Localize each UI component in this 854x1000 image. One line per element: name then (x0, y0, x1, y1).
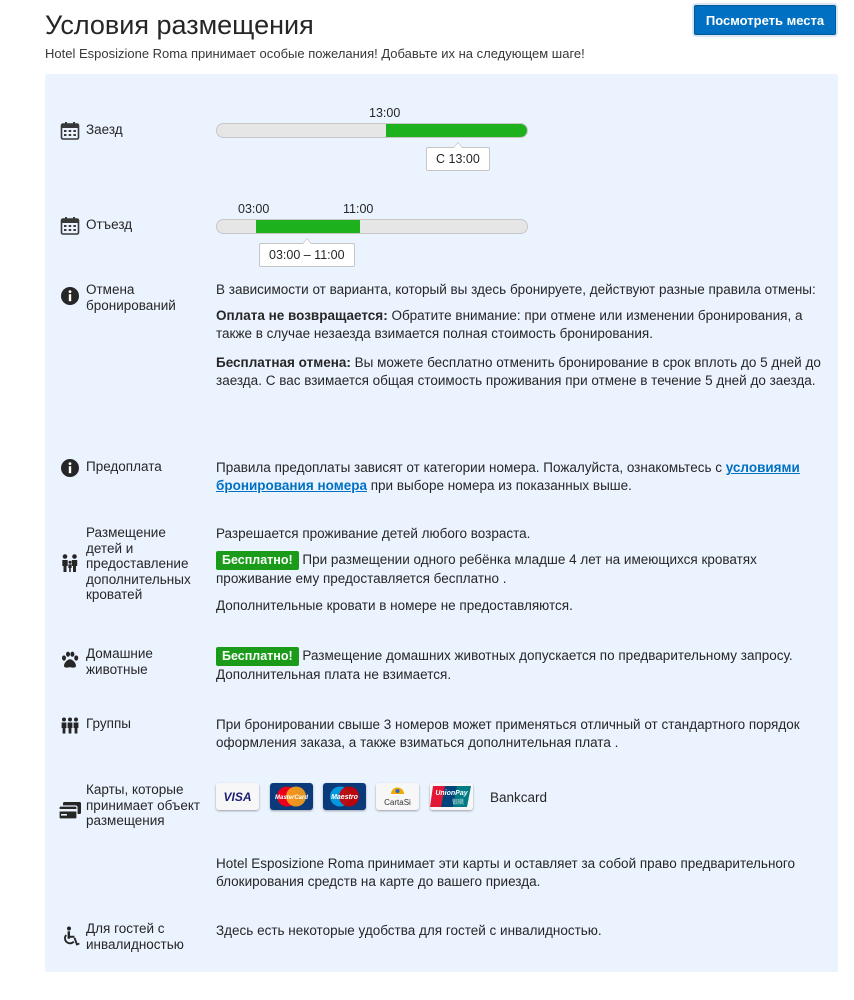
prepayment-label: Предоплата (86, 459, 162, 474)
nonrefundable-title: Оплата не возвращается: (216, 308, 388, 323)
cartasi-card-logo (376, 783, 419, 810)
cancellation-content (216, 281, 836, 390)
nonrefundable-policy (216, 307, 836, 343)
calendar-icon (60, 216, 80, 236)
checkout-label: Отъезд (86, 217, 133, 232)
checkout-tooltip: 03:00 – 11:00 (259, 243, 355, 267)
info-icon (60, 286, 80, 306)
cancellation-intro: В зависимости от варианта, который вы здесь бронируете, действуют разные правила отмены: (216, 282, 816, 297)
disability-text: Здесь есть некоторые удобства для гостей с инвалидностью. (216, 923, 602, 938)
wheelchair-icon (61, 926, 81, 946)
cancellation-label: Отмена бронирований (86, 282, 176, 313)
cards-note: Hotel Esposizione Roma принимает эти карты и оставляет за собой право предварительного блокирования средств на карте до вашего приезда. (216, 856, 796, 889)
groups-label: Группы (86, 716, 131, 731)
info-icon (60, 458, 80, 478)
calendar-icon (60, 121, 80, 141)
mastercard-logo (270, 783, 313, 810)
svg-text:VISA: VISA (223, 790, 252, 804)
disability-label: Для гостей с инвалидностью (86, 921, 184, 952)
house-rules-panel (45, 74, 838, 972)
groups-text: При бронировании свыше 3 номеров может применяться отличный от стандартного порядок оформления заказа, а также взиматься дополнительная плата . (216, 717, 800, 750)
group-icon (60, 715, 80, 735)
page-title: Условия размещения (45, 10, 314, 40)
pets-content (216, 647, 836, 684)
family-icon (60, 553, 80, 573)
prepayment-text-after: при выборе номера из показанных выше. (366, 478, 632, 493)
prepayment-content (216, 459, 836, 495)
children-free-text: При размещении одного ребёнка младше 4 лет на имеющихся кроватях проживание ему предоставляется бесплатно . (216, 552, 757, 586)
visa-card-logo (216, 783, 259, 810)
credit-card-icon (58, 801, 82, 821)
checkin-tick-label: 13:00 (369, 106, 401, 120)
checkout-tick-end: 11:00 (343, 202, 374, 216)
bankcard-label: Bankcard (490, 790, 548, 805)
pets-text: Размещение домашних животных допускается по предварительному запросу. Дополнительная плата не взимается. (216, 648, 793, 682)
checkout-tick-start: 03:00 (238, 202, 270, 216)
children-free-policy (216, 551, 836, 588)
svg-text:银联: 银联 (451, 799, 465, 806)
cards-label: Карты, которые принимает объект размещения (86, 782, 201, 828)
free-badge: Бесплатно! (216, 551, 299, 570)
free-badge: Бесплатно! (216, 647, 299, 666)
checkin-time-range (386, 124, 528, 137)
svg-text:MasterCard: MasterCard (274, 795, 309, 801)
svg-text:Maestro: Maestro (331, 794, 358, 801)
extra-beds-text: Дополнительные кровати в номере не предоставляются. (216, 598, 573, 613)
prepayment-text-before: Правила предоплаты зависят от категории номера. Пожалуйста, ознакомьтесь с (216, 460, 726, 475)
free-cancellation-title: Бесплатная отмена: (216, 355, 351, 370)
checkout-time-range (256, 220, 360, 233)
children-label: Размещение детей и предоставление дополнительных кроватей (86, 525, 191, 602)
nonrefundable-text: Обратите внимание: при отмене или изменении бронирования, а также в случае незаезда взимается полная стоимость бронирования. (216, 308, 803, 341)
free-cancellation-text: Вы можете бесплатно отменить бронирование в срок вплоть до 5 дней до заезда. С вас взимается общая стоимость проживания при отмене в течение 5 дней до заезда. (216, 355, 821, 388)
svg-text:CartaSi: CartaSi (384, 798, 411, 807)
maestro-card-logo (323, 783, 366, 810)
free-cancellation-policy (216, 354, 836, 390)
checkin-time-track (216, 123, 528, 138)
paw-icon (60, 650, 80, 670)
checkout-time-track (216, 219, 528, 234)
children-content (216, 525, 836, 615)
children-allowed-text: Разрешается проживание детей любого возраста. (216, 526, 531, 541)
checkin-label: Заезд (86, 122, 123, 137)
booking-conditions-link[interactable]: условиями бронирования номера (216, 460, 800, 493)
svg-text:UnionPay: UnionPay (435, 790, 468, 797)
see-availability-button[interactable]: Посмотреть места (694, 5, 836, 35)
unionpay-card-logo (430, 783, 473, 810)
pets-label: Домашние животные (86, 646, 153, 677)
checkin-tooltip: С 13:00 (426, 147, 490, 171)
page-subtitle: Hotel Esposizione Roma принимает особые пожелания! Добавьте их на следующем шаге! (45, 46, 585, 61)
